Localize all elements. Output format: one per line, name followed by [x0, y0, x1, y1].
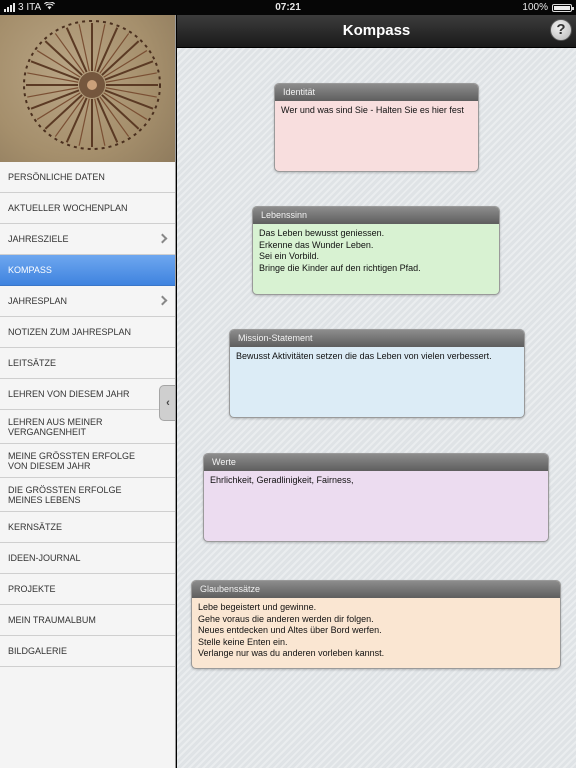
sidebar-menu	[0, 162, 176, 667]
main-content	[177, 15, 576, 768]
compass-card-2[interactable]	[229, 329, 525, 418]
sidebar-item-10[interactable]	[0, 478, 176, 512]
card-title: Werte	[204, 454, 548, 471]
sidebar-item-7[interactable]	[0, 379, 176, 410]
sidebar-item-label: IDEEN-JOURNAL	[8, 553, 81, 563]
page-title: Kompass	[342, 22, 411, 39]
sidebar-item-label: LEHREN AUS MEINER VERGANGENHEIT	[8, 416, 103, 437]
status-time: 07:21	[275, 2, 301, 13]
card-text-line: Ehrlichkeit, Geradlinigkeit, Fairness,	[210, 475, 354, 485]
sidebar-item-label: PROJEKTE	[8, 584, 56, 594]
card-title: Mission-Statement	[230, 330, 524, 347]
compass-card-0[interactable]	[274, 83, 479, 172]
sidebar-item-8[interactable]	[0, 410, 176, 444]
card-text-line: Stelle keine Enten ein.	[198, 636, 288, 647]
card-title: Lebenssinn	[253, 207, 499, 224]
card-text-line: Neues entdecken und Altes über Bord werfen.	[198, 625, 382, 635]
sidebar-item-6[interactable]	[0, 348, 176, 379]
sidebar-item-label: KERNSÄTZE	[8, 522, 63, 532]
navigation-bar	[177, 15, 576, 48]
card-text[interactable]	[230, 347, 524, 367]
sidebar-item-label: MEIN TRAUMALBUM	[8, 615, 96, 625]
sidebar-item-label: BILDGALERIE	[8, 646, 68, 656]
battery-icon	[552, 4, 572, 12]
battery-percent: 100%	[522, 2, 548, 13]
sidebar-item-label: AKTUELLER WOCHENPLAN	[8, 203, 128, 213]
sidebar-item-2[interactable]	[0, 224, 176, 255]
question-mark-icon: ?	[556, 21, 566, 38]
card-text-line: Verlange nur was du anderen vorleben kannst.	[198, 648, 385, 658]
jellyfish-photo	[0, 15, 176, 162]
carrier-name: 3 ITA	[18, 2, 42, 13]
help-button[interactable]	[550, 19, 572, 41]
card-text-line: Bewusst Aktivitäten setzen die das Leben von vielen verbessert.	[236, 351, 492, 361]
sidebar-item-label: JAHRESZIELE	[8, 234, 69, 244]
sidebar-item-label: JAHRESPLAN	[8, 296, 68, 306]
card-text-line: Sei ein Vorbild.	[259, 251, 320, 261]
card-text-line: Bringe die Kinder auf den richtigen Pfad.	[259, 262, 421, 273]
card-text[interactable]	[192, 598, 560, 664]
card-text[interactable]	[253, 224, 499, 278]
chevron-right-icon	[158, 296, 168, 306]
compass-card-4[interactable]	[191, 580, 561, 669]
card-text[interactable]	[275, 101, 478, 121]
status-bar	[0, 0, 576, 15]
collapse-sidebar-button[interactable]	[159, 385, 176, 421]
sidebar-item-5[interactable]	[0, 317, 176, 348]
card-text-line: Gehe voraus die anderen werden dir folgen.	[198, 613, 374, 624]
chevron-right-icon	[158, 234, 168, 244]
compass-card-3[interactable]	[203, 453, 549, 542]
sidebar-item-label: NOTIZEN ZUM JAHRESPLAN	[8, 327, 132, 337]
sidebar-item-label: MEINE GRÖSSTEN ERFOLGE VON DIESEM JAHR	[8, 450, 136, 471]
sidebar	[0, 15, 176, 768]
card-text-line: Erkenne das Wunder Leben.	[259, 239, 374, 250]
sidebar-item-0[interactable]	[0, 162, 176, 193]
compass-card-1[interactable]	[252, 206, 500, 295]
card-text-line: Lebe begeistert und gewinne.	[198, 602, 317, 612]
sidebar-item-9[interactable]	[0, 444, 176, 478]
sidebar-item-label: LEITSÄTZE	[8, 358, 57, 368]
card-title: Glaubenssätze	[192, 581, 560, 598]
chevron-left-icon: ‹	[166, 397, 170, 409]
card-title: Identität	[275, 84, 478, 101]
sidebar-item-label: DIE GRÖSSTEN ERFOLGE MEINES LEBENS	[8, 484, 122, 505]
sidebar-item-3[interactable]	[0, 255, 176, 286]
card-text[interactable]	[204, 471, 548, 491]
sidebar-item-4[interactable]	[0, 286, 176, 317]
sidebar-item-15[interactable]	[0, 636, 176, 667]
card-text-line: Wer und was sind Sie - Halten Sie es hier fest	[281, 105, 464, 115]
sidebar-item-14[interactable]	[0, 605, 176, 636]
sidebar-item-11[interactable]	[0, 512, 176, 543]
sidebar-item-label: PERSÖNLICHE DATEN	[8, 172, 105, 182]
sidebar-item-13[interactable]	[0, 574, 176, 605]
sidebar-item-1[interactable]	[0, 193, 176, 224]
sidebar-item-12[interactable]	[0, 543, 176, 574]
card-text-line: Das Leben bewusst geniessen.	[259, 228, 385, 238]
sidebar-item-label: KOMPASS	[8, 265, 52, 275]
sidebar-item-label: LEHREN VON DIESEM JAHR	[8, 389, 130, 399]
